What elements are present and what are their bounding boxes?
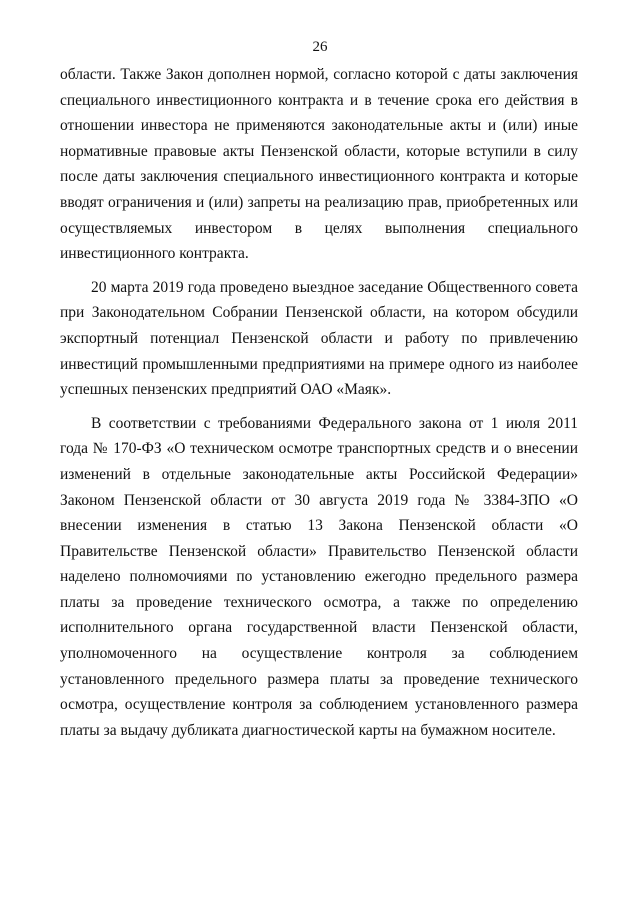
paragraph-public-council-meeting: 20 марта 2019 года проведено выездное заседание Общественного совета при Законодательном Собрании Пензенской области, на котором обсудили экспортный потенциал Пензенской области и работу по привлечению инвестиций промышленными предприятиями на примере одного из наиболее успешных пензенских предприятий ОАО «Маяк». bbox=[60, 278, 578, 399]
page-number: 26 bbox=[312, 39, 328, 55]
document-body bbox=[60, 62, 578, 743]
paragraph-technical-inspection-law: В соответствии с требованиями Федерального закона от 1 июля 2011 года № 170-ФЗ «О техническом осмотре транспортных средств и о внесении изменений в отдельные законодательные акты Российской Федерации» Законом Пензенской области от 30 августа 2019 года № 3384-ЗПО «О внесении изменения в статью 13 Закона Пензенской области «О Правительстве Пензенской области» Правительство Пензенской области наделено полномочиями по установлению ежегодно предельного размера платы за проведение технического осмотра, а также по определению исполнительного органа государственной власти Пензенской области, уполномоченного на осуществление контроля за соблюдением установленного предельного размера платы за проведение технического осмотра, осуществление контроля за соблюдением установленного размера платы за выдачу дубликата диагностической карты на бумажном носителе. bbox=[60, 414, 578, 739]
paragraph-continuation: области. Также Закон дополнен нормой, согласно которой с даты заключения специального инвестиционного контракта и в течение срока его действия в отношении инвестора не применяются законодательные акты и (или) иные нормативные правовые акты Пензенской области, которые вступили в силу после даты заключения специального инвестиционного контракта и которые вводят ограничения и (или) запреты на реализацию прав, приобретенных или осуществляемых инвестором в целях выполнения специального инвестиционного контракта. bbox=[60, 66, 578, 263]
